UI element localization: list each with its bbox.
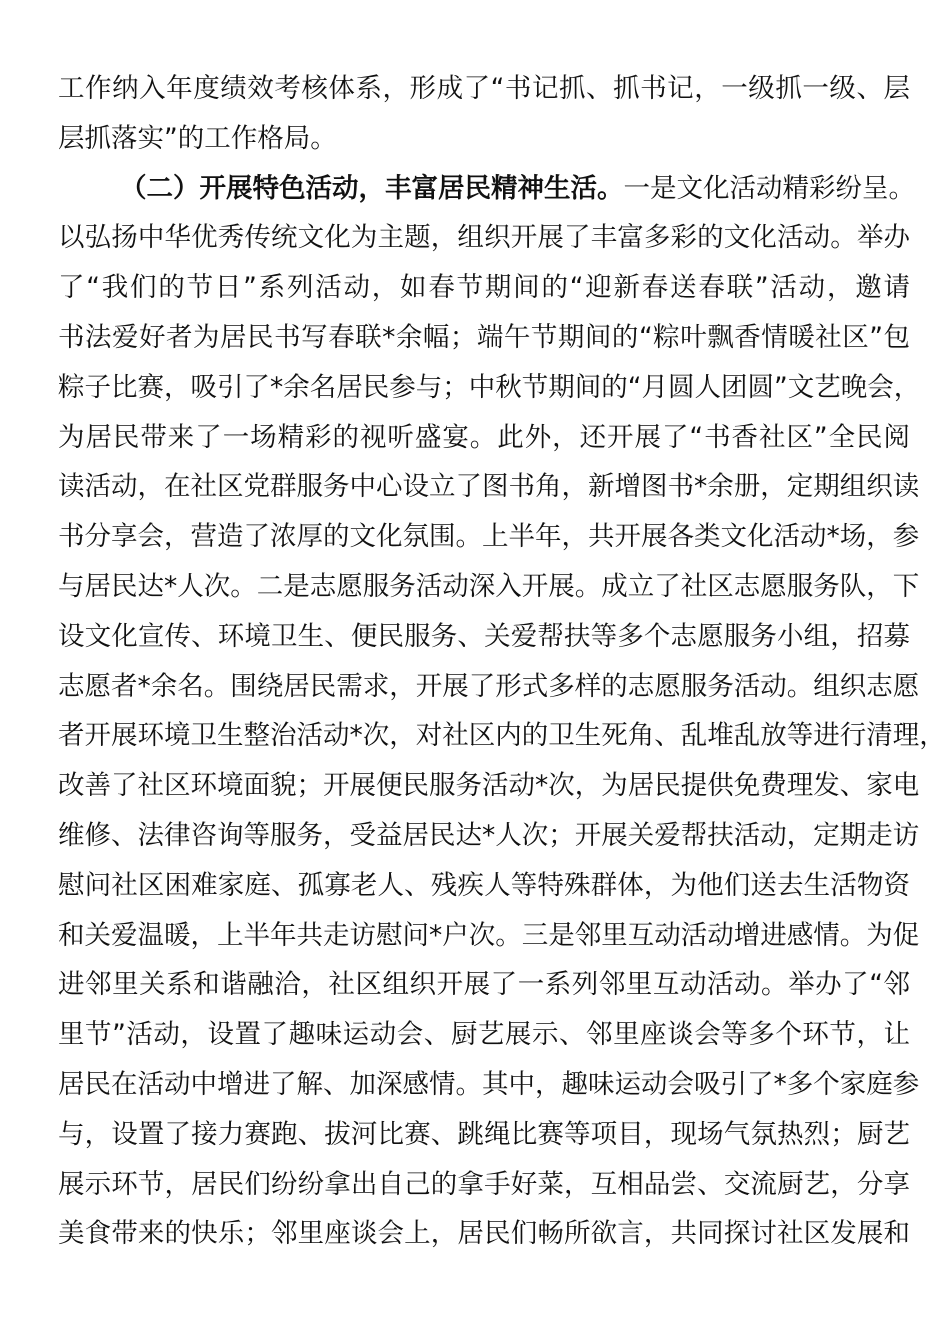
text-line: 书法爱好者为居民书写春联*余幅；端午节期间的“粽叶飘香情暖社区”包: [58, 321, 910, 353]
text-line: 层抓落实”的工作格局。: [58, 122, 337, 154]
text-line: 者开展环境卫生整治活动*次，对社区内的卫生死角、乱堆乱放等进行清理，: [58, 720, 946, 752]
document-page: [58, 64, 946, 1309]
text-line: 工作纳入年度绩效考核体系，形成了“书记抓、抓书记，一级抓一级、层: [58, 73, 910, 104]
text-span: 一是文化活动精彩纷呈。: [623, 172, 915, 204]
text-line: 粽子比赛，吸引了*余名居民参与；中秋节期间的“月圆人团圆”文艺晚会，: [58, 371, 921, 403]
text-line: 以弘扬中华优秀传统文化为主题，组织开展了丰富多彩的文化活动。举办: [58, 222, 910, 254]
text-line: 进邻里关系和谐融洽，社区组织开展了一系列邻里互动活动。举办了“邻: [58, 969, 910, 1001]
text-line: 志愿者*余名。围绕居民需求，开展了形式多样的志愿服务活动。组织志愿: [58, 670, 920, 702]
text-line: 设文化宣传、环境卫生、便民服务、关爱帮扶等多个志愿服务小组，招募: [58, 620, 910, 652]
text-line: 和关爱温暖，上半年共走访慰问*户次。三是邻里互动活动增进感情。为促: [58, 919, 920, 951]
text-line: 展示环节，居民们纷纷拿出自己的拿手好菜，互相品尝、交流厨艺，分享: [58, 1168, 910, 1200]
text-line: 慰问社区困难家庭、孤寡老人、残疾人等特殊群体，为他们送去生活物资: [58, 869, 910, 901]
text-line: 改善了社区环境面貌；开展便民服务活动*次，为居民提供免费理发、家电: [58, 770, 920, 802]
text-line: 居民在活动中增进了解、加深感情。其中，趣味运动会吸引了*多个家庭参: [58, 1068, 920, 1100]
text-line: 为居民带来了一场精彩的视听盛宴。此外，还开展了“书香社区”全民阅: [58, 421, 910, 453]
text-line: 维修、法律咨询等服务，受益居民达*人次；开展关爱帮扶活动，定期走访: [58, 819, 920, 851]
text-line: 里节”活动，设置了趣味运动会、厨艺展示、邻里座谈会等多个环节，让: [58, 1019, 910, 1051]
text-line: 书分享会，营造了浓厚的文化氛围。上半年，共开展各类文化活动*场，参: [58, 521, 920, 553]
text-line: 与，设置了接力赛跑、拔河比赛、跳绳比赛等项目，现场气氛热烈；厨艺: [58, 1118, 910, 1150]
text-line: 与居民达*人次。二是志愿服务活动深入开展。成立了社区志愿服务队，下: [58, 570, 920, 602]
section-heading: （二）开展特色活动，丰富居民精神生活。: [120, 172, 624, 204]
text-line: [58, 1259, 910, 1309]
text-line: [58, 164, 915, 214]
text-line: 了“我们的节日”系列活动，如春节期间的“迎新春送春联”活动，邀请: [58, 272, 910, 304]
text-line: 美食带来的快乐；邻里座谈会上，居民们畅所欲言，共同探讨社区发展和: [58, 1218, 910, 1250]
text-line: 读活动，在社区党群服务中心设立了图书角，新增图书*余册，定期组织读: [58, 471, 920, 503]
